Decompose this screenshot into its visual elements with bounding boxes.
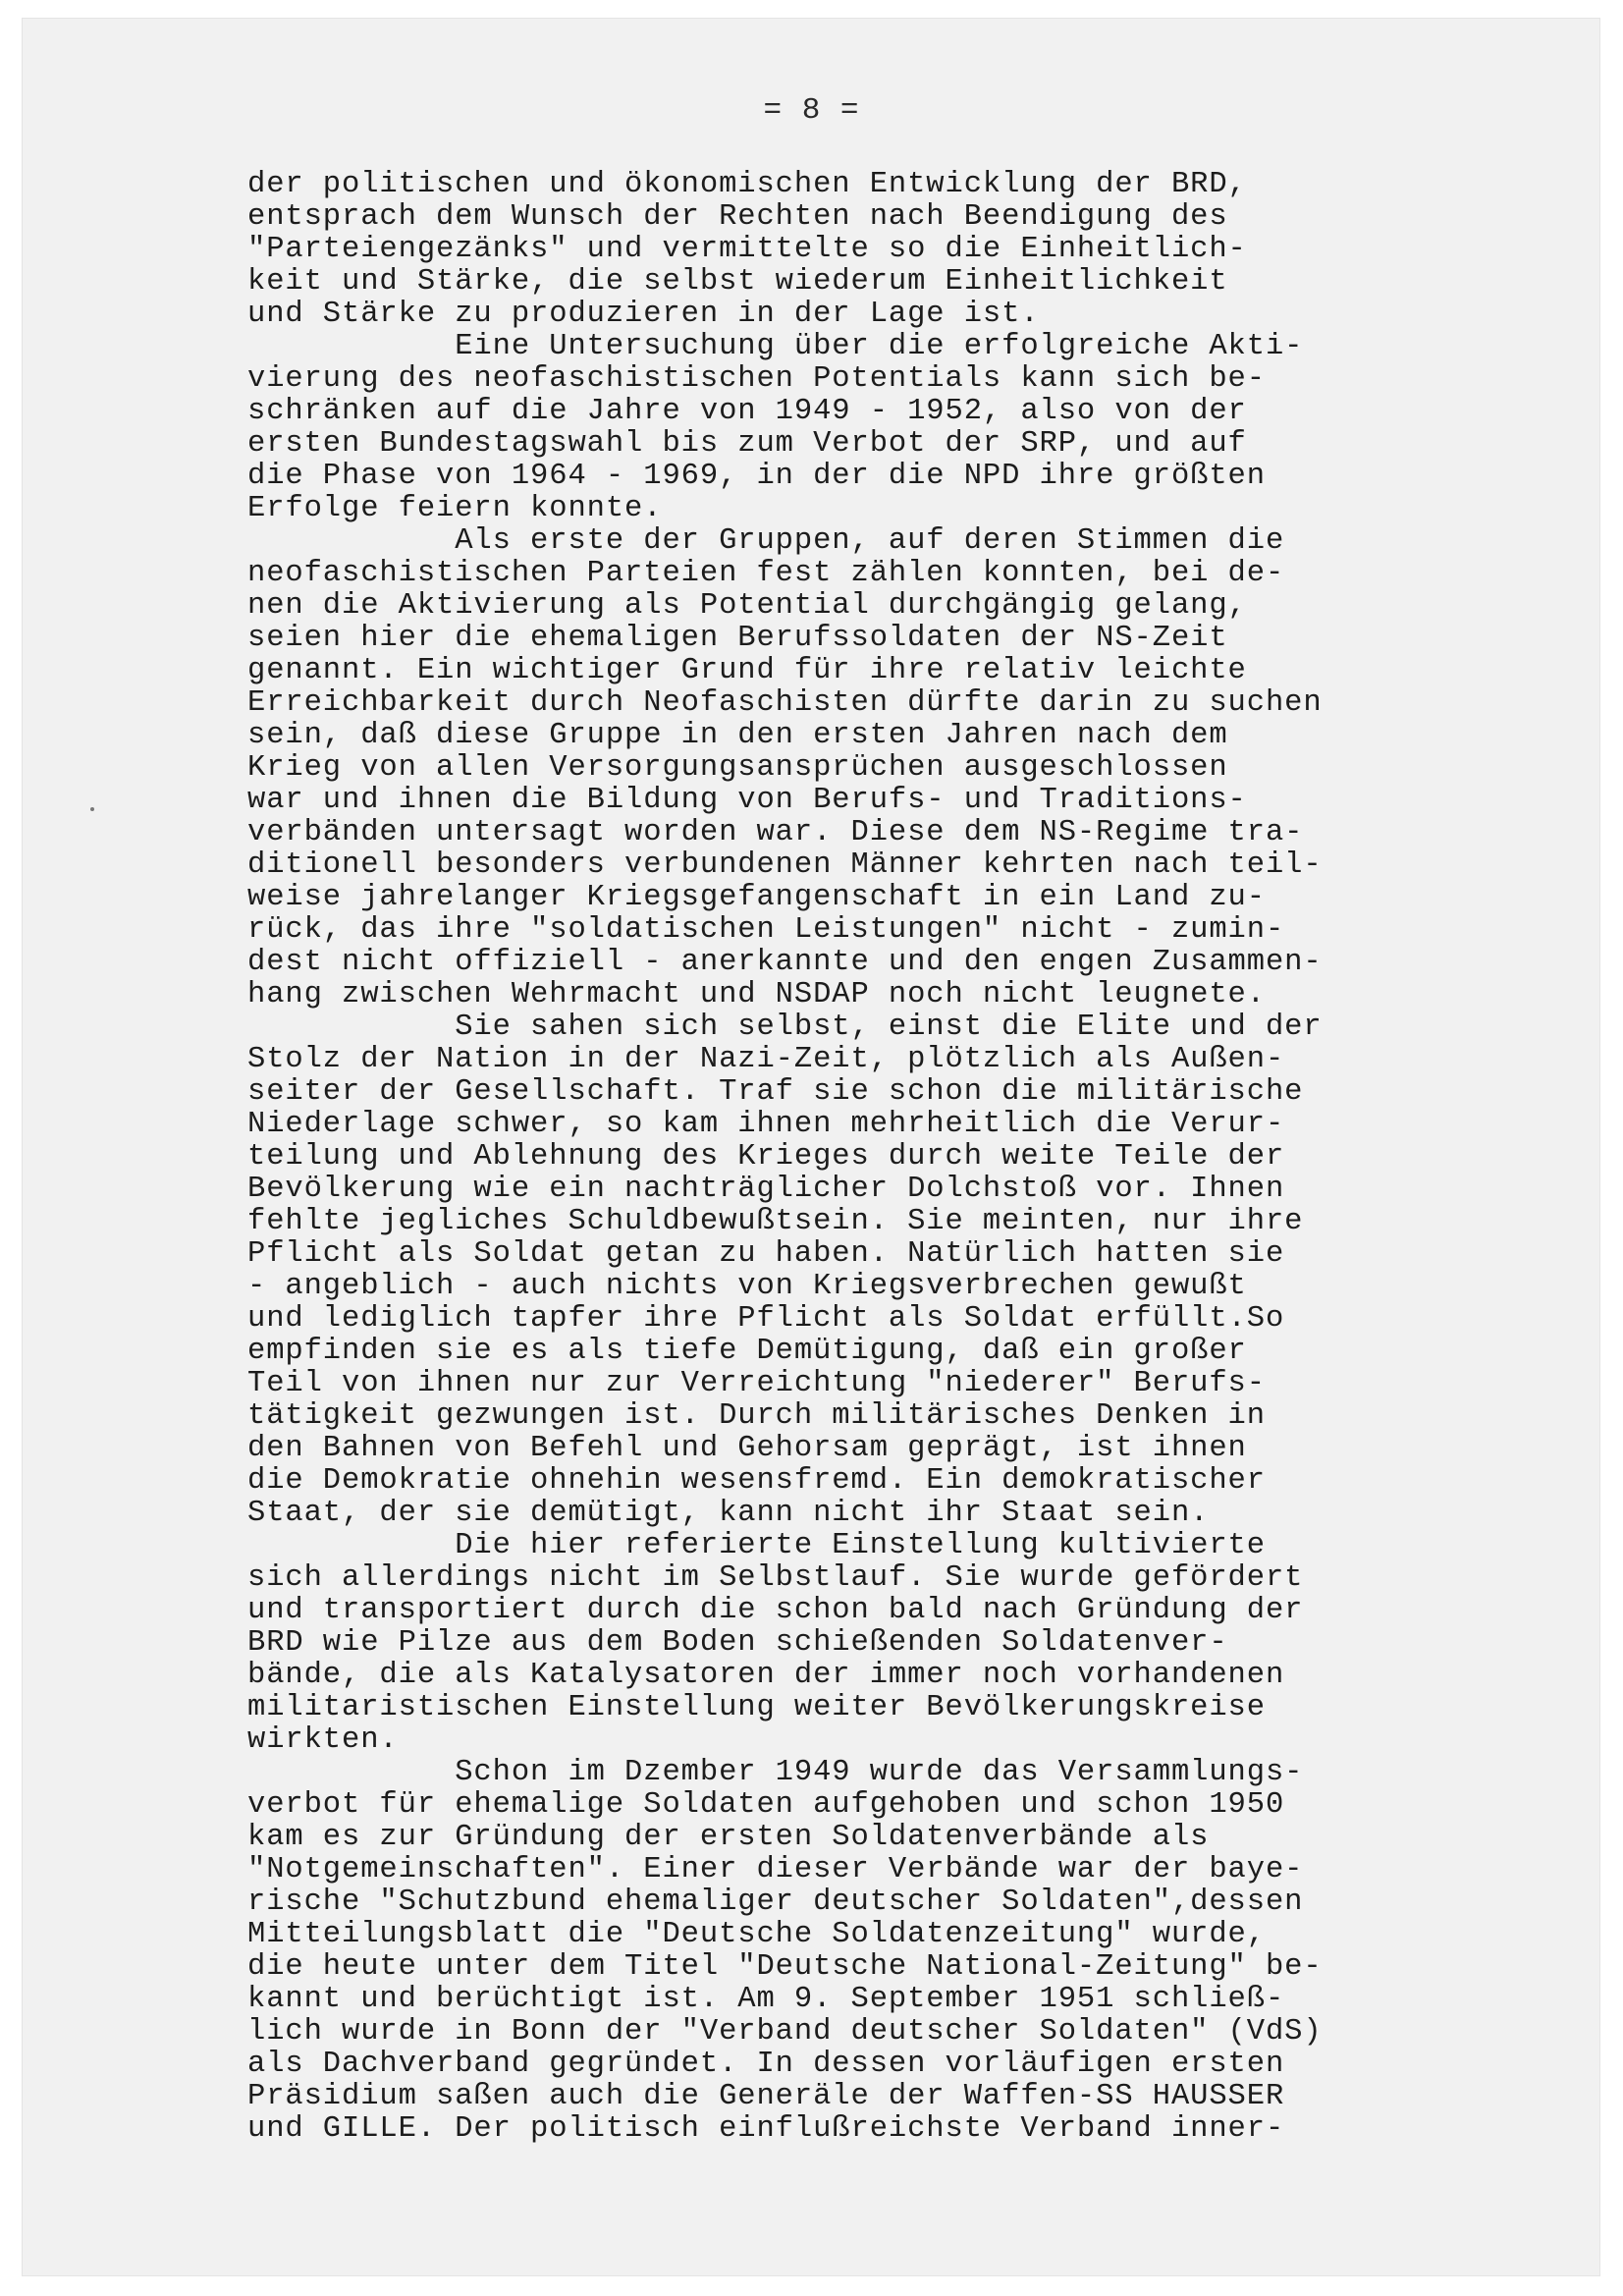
text-line: kam es zur Gründung der ersten Soldatenverbände als xyxy=(247,1821,1210,1854)
text-line: Pflicht als Soldat getan zu haben. Natürlich hatten sie xyxy=(247,1237,1285,1271)
text-line: und Stärke zu produzieren in der Lage ist. xyxy=(247,298,1040,331)
text-line: ersten Bundestagswahl bis zum Verbot der SRP, und auf xyxy=(247,427,1247,461)
text-line: keit und Stärke, die selbst wiederum Einheitlichkeit xyxy=(247,265,1228,299)
text-line: Teil von ihnen nur zur Verreichtung "niederer" Berufs- xyxy=(247,1367,1266,1400)
text-line: teilung und Ablehnung des Krieges durch weite Teile der xyxy=(247,1140,1285,1174)
typewritten-body-text xyxy=(247,169,1524,2146)
text-line: bände, die als Katalysatoren der immer noch vorhandenen xyxy=(247,1659,1285,1692)
text-line: fehlte jegliches Schuldbewußtsein. Sie meinten, nur ihre xyxy=(247,1205,1304,1238)
text-line: Eine Untersuchung über die erfolgreiche Akti- xyxy=(247,330,1304,363)
text-line: Erfolge feiern konnte. xyxy=(247,492,663,525)
text-line: neofaschistischen Parteien fest zählen konnten, bei de- xyxy=(247,557,1285,590)
text-line: verbot für ehemalige Soldaten aufgehoben und schon 1950 xyxy=(247,1788,1285,1822)
text-line: die Phase von 1964 - 1969, in der die NPD ihre größten xyxy=(247,460,1266,493)
text-line: nen die Aktivierung als Potential durchgängig gelang, xyxy=(247,589,1247,623)
text-line: und GILLE. Der politisch einflußreichste Verband inner- xyxy=(247,2112,1285,2146)
text-line: vierung des neofaschistischen Potentials kann sich be- xyxy=(247,362,1266,396)
text-line: rück, das ihre "soldatischen Leistungen" nicht - zumin- xyxy=(247,913,1285,947)
text-line: der politischen und ökonomischen Entwicklung der BRD, xyxy=(247,168,1247,201)
text-line: dest nicht offiziell - anerkannte und den engen Zusammen- xyxy=(247,946,1323,979)
page-number: = 8 = xyxy=(763,93,860,128)
text-line: Sie sahen sich selbst, einst die Elite und der xyxy=(247,1011,1323,1044)
text-line: empfinden sie es als tiefe Demütigung, daß ein großer xyxy=(247,1335,1247,1368)
text-line: Stolz der Nation in der Nazi-Zeit, plötzlich als Außen- xyxy=(247,1043,1285,1076)
text-line: Präsidium saßen auch die Generäle der Waffen-SS HAUSSER xyxy=(247,2080,1285,2113)
text-line: ditionell besonders verbundenen Männer kehrten nach teil- xyxy=(247,848,1323,882)
text-line: Mitteilungsblatt die "Deutsche Soldatenzeitung" wurde, xyxy=(247,1918,1266,1951)
text-line: entsprach dem Wunsch der Rechten nach Beendigung des xyxy=(247,200,1228,234)
text-line: genannt. Ein wichtiger Grund für ihre relativ leichte xyxy=(247,654,1247,687)
text-line: und transportiert durch die schon bald nach Gründung der xyxy=(247,1594,1304,1627)
text-line: den Bahnen von Befehl und Gehorsam geprägt, ist ihnen xyxy=(247,1432,1247,1465)
text-line: BRD wie Pilze aus dem Boden schießenden Soldatenver- xyxy=(247,1626,1228,1660)
text-line: Krieg von allen Versorgungsansprüchen ausgeschlossen xyxy=(247,751,1228,785)
text-line: Als erste der Gruppen, auf deren Stimmen die xyxy=(247,524,1285,558)
text-line: sich allerdings nicht im Selbstlauf. Sie wurde gefördert xyxy=(247,1561,1304,1595)
text-line: - angeblich - auch nichts von Kriegsverbrechen gewußt xyxy=(247,1270,1247,1303)
text-line: schränken auf die Jahre von 1949 - 1952, also von der xyxy=(247,395,1247,428)
text-line: Niederlage schwer, so kam ihnen mehrheitlich die Verur- xyxy=(247,1108,1285,1141)
text-line: sein, daß diese Gruppe in den ersten Jahren nach dem xyxy=(247,719,1228,752)
text-line: als Dachverband gegründet. In dessen vorläufigen ersten xyxy=(247,2048,1285,2081)
text-line: "Notgemeinschaften". Einer dieser Verbände war der baye- xyxy=(247,1853,1304,1886)
text-line: hang zwischen Wehrmacht und NSDAP noch nicht leugnete. xyxy=(247,978,1266,1011)
text-line: die heute unter dem Titel "Deutsche National-Zeitung" be- xyxy=(247,1950,1323,1984)
text-line: seien hier die ehemaligen Berufssoldaten der NS-Zeit xyxy=(247,622,1228,655)
text-line: seiter der Gesellschaft. Traf sie schon die militärische xyxy=(247,1075,1304,1109)
text-line: Bevölkerung wie ein nachträglicher Dolchstoß vor. Ihnen xyxy=(247,1173,1285,1206)
text-line: die Demokratie ohnehin wesensfremd. Ein demokratischer xyxy=(247,1464,1266,1498)
text-line: wirkten. xyxy=(247,1723,399,1757)
text-line: weise jahrelanger Kriegsgefangenschaft in ein Land zu- xyxy=(247,881,1266,914)
text-line: Schon im Dzember 1949 wurde das Versammlungs- xyxy=(247,1756,1304,1789)
text-line: lich wurde in Bonn der "Verband deutscher Soldaten" (VdS) xyxy=(247,2015,1323,2049)
text-line: kannt und berüchtigt ist. Am 9. September 1951 schließ- xyxy=(247,1983,1285,2016)
text-line: militaristischen Einstellung weiter Bevölkerungskreise xyxy=(247,1691,1266,1724)
text-line: Staat, der sie demütigt, kann nicht ihr Staat sein. xyxy=(247,1497,1210,1530)
text-line: tätigkeit gezwungen ist. Durch militärisches Denken in xyxy=(247,1399,1266,1433)
text-line: "Parteiengezänks" und vermittelte so die Einheitlich- xyxy=(247,233,1247,266)
text-line: Erreichbarkeit durch Neofaschisten dürfte darin zu suchen xyxy=(247,686,1323,720)
text-line: verbänden untersagt worden war. Diese dem NS-Regime tra- xyxy=(247,816,1304,849)
stray-ink-mark xyxy=(90,807,94,811)
text-line: und lediglich tapfer ihre Pflicht als Soldat erfüllt.So xyxy=(247,1302,1285,1336)
text-line: rische "Schutzbund ehemaliger deutscher Soldaten",dessen xyxy=(247,1886,1304,1919)
text-line: Die hier referierte Einstellung kultivierte xyxy=(247,1529,1266,1562)
text-line: war und ihnen die Bildung von Berufs- und Traditions- xyxy=(247,784,1247,817)
